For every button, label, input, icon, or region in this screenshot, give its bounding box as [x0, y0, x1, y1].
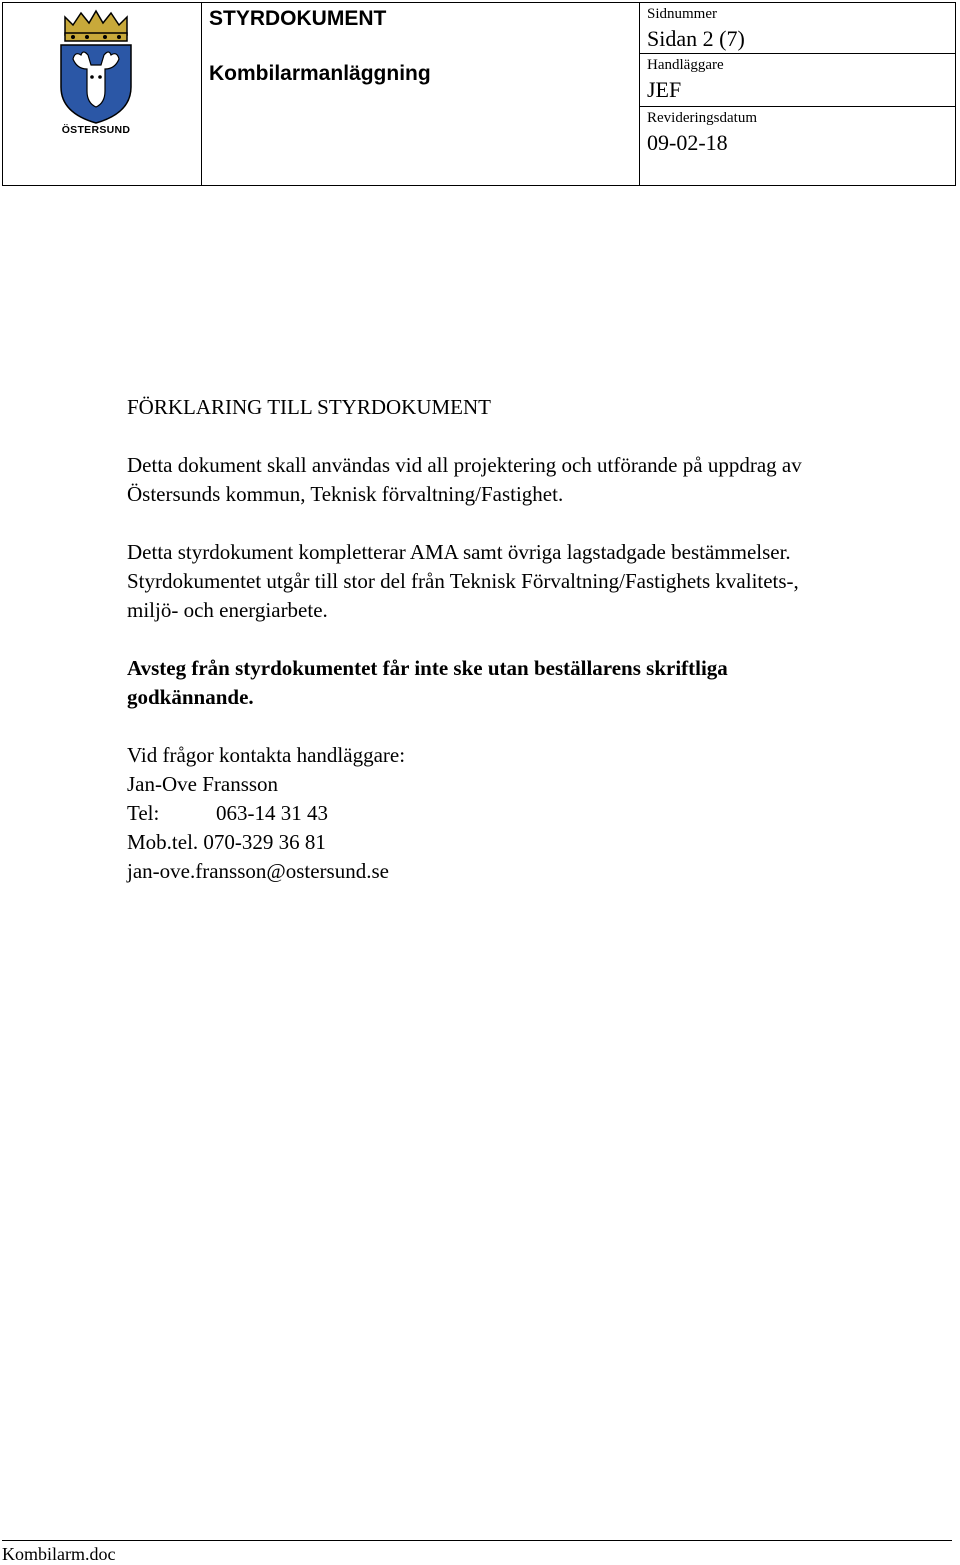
- section-heading: FÖRKLARING TILL STYRDOKUMENT: [127, 395, 491, 419]
- revision-date-value: 09-02-18: [647, 130, 728, 155]
- page-number-label: Sidnummer: [647, 6, 717, 22]
- revision-date-label: Revideringsdatum: [647, 110, 757, 126]
- page-number-value: Sidan 2 (7): [647, 26, 745, 51]
- footer-filename: Kombilarm.doc: [2, 1544, 116, 1564]
- phone-label: Tel:: [127, 801, 160, 825]
- scope-line-2: Styrdokumentet utgår till stor del från Teknisk Förvaltning/Fastighets kvalitets-,: [127, 569, 799, 593]
- purpose-line-1: Detta dokument skall användas vid all projektering och utförande på uppdrag av: [127, 453, 802, 477]
- document-title: STYRDOKUMENT: [209, 7, 387, 30]
- deviation-notice-line-1: Avsteg från styrdokumentet får inte ske utan beställarens skriftliga: [127, 656, 728, 680]
- document-header: [2, 2, 956, 186]
- contact-mobile: Mob.tel. 070-329 36 81: [127, 830, 326, 854]
- meta-cell: [640, 3, 955, 185]
- contact-phone: [127, 799, 927, 828]
- footer-divider: [2, 1540, 952, 1541]
- title-cell: [201, 3, 640, 185]
- scope-line-1: Detta styrdokument kompletterar AMA samt övriga lagstadgade bestämmelser.: [127, 540, 791, 564]
- handler-field: [640, 54, 955, 107]
- contact-email: jan-ove.fransson@ostersund.se: [127, 859, 389, 883]
- contact-name: Jan-Ove Fransson: [127, 772, 279, 796]
- document-subtitle: Kombilarmanläggning: [209, 62, 431, 85]
- contact-intro: Vid frågor kontakta handläggare:: [127, 743, 406, 767]
- phone-value: 063-14 31 43: [216, 801, 328, 825]
- handler-label: Handläggare: [647, 57, 724, 73]
- deviation-notice-line-2: godkännande.: [127, 685, 254, 709]
- revision-date-field: [640, 107, 955, 185]
- logo-cell: [3, 3, 202, 185]
- scope-line-3: miljö- och energiarbete.: [127, 598, 328, 622]
- coat-of-arms-logo: [55, 7, 137, 141]
- purpose-line-2: Östersunds kommun, Teknisk förvaltning/Fastighet.: [127, 482, 564, 506]
- document-body: [127, 393, 927, 886]
- page-number-field: [640, 3, 955, 54]
- handler-value: JEF: [647, 77, 682, 102]
- logo-caption: ÖSTERSUND: [61, 124, 131, 136]
